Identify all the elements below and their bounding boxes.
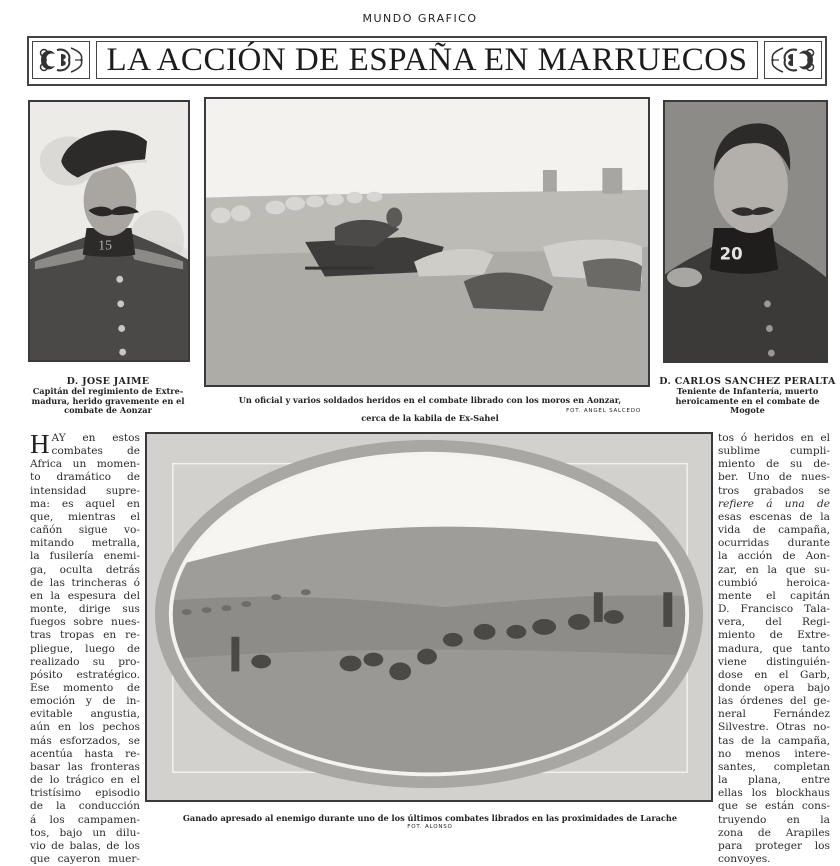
text-line: monte, dirige sus — [30, 603, 140, 616]
text-line: realizado su pro- — [30, 655, 140, 668]
text-line: AY en estos — [51, 432, 140, 444]
text-line: viene distinguién- — [718, 655, 830, 668]
caption-wounded-soldiers — [205, 396, 655, 425]
svg-text:20: 20 — [719, 244, 743, 264]
text-line: Africa un momen- — [30, 458, 140, 471]
text-line: zar, en la que su- — [718, 563, 830, 576]
text-line: no menos intere- — [718, 747, 830, 760]
text-line: ma: es aquel en — [30, 497, 140, 510]
text-line: la plana, entre — [718, 774, 830, 787]
text-line: la fusilería enemi- — [30, 550, 140, 563]
photo-wounded-soldiers — [204, 97, 650, 387]
text-line: tros grabados se — [718, 484, 830, 497]
floral-ornament-icon — [32, 41, 90, 79]
caption-captured-cattle — [140, 814, 720, 830]
headline-box — [96, 41, 758, 79]
text-line: ga, oculta detrás — [30, 563, 140, 576]
portrait-jose-jaime — [28, 100, 190, 362]
caption-jose-jaime — [18, 376, 198, 416]
text-line: vida de campaña, — [718, 524, 830, 537]
text-line: en la espesura del — [30, 589, 140, 602]
text-line: emoción y de in- — [30, 695, 140, 708]
text-line: mitando metralla, — [30, 537, 140, 550]
text-line: vera, del Regi- — [718, 616, 830, 629]
text-line: sublime cumpli- — [718, 445, 830, 458]
text-line: cumbió heroica- — [718, 576, 830, 589]
caption-line: Ganado apresado al enemigo durante uno de los últimos combates librados en las proximidades de Larache — [182, 813, 678, 823]
svg-text:15: 15 — [98, 237, 112, 253]
photo-credit: FOT. ALONSO — [407, 823, 453, 830]
text-line: basar las fronteras — [30, 760, 140, 773]
text-line: truyendo en la — [718, 813, 830, 826]
caption-line: Un oficial y varios soldados heridos en el combate librado con los moros en Aonzar, — [238, 395, 622, 405]
text-line: santes, completan — [718, 760, 830, 773]
text-line: tos, bajo un dilu- — [30, 826, 140, 839]
text-line: que se están cons- — [718, 800, 830, 813]
text-line: de lo trágico en el — [30, 774, 140, 787]
text-line: dose en el Garb, — [718, 668, 830, 681]
text-line: donde opera bajo — [718, 681, 830, 694]
text-line: aún en los pechos — [30, 721, 140, 734]
photo-captured-cattle — [145, 432, 713, 802]
text-line: pliegue, luego de — [30, 642, 140, 655]
text-line: convoyes. — [718, 853, 771, 865]
text-line: miento de Extre- — [718, 629, 830, 642]
text-line: la acción de Aon- — [718, 550, 830, 563]
text-line: vio de balas, de los — [30, 839, 140, 852]
text-line: pósito estratégico. — [30, 668, 140, 681]
text-line: tras tropas en re- — [30, 629, 140, 642]
text-line: fuegos sobre nues- — [30, 616, 140, 629]
text-line: madura, que tanto — [718, 642, 830, 655]
text-line: intensidad supre- — [30, 484, 140, 497]
text-line: evitable angustia, — [30, 708, 140, 721]
text-line: cañón sigue vo- — [30, 524, 140, 537]
text-line: D. Francisco Tala- — [718, 603, 830, 616]
text-line: miento de su de- — [718, 458, 830, 471]
drop-cap: H — [30, 429, 50, 459]
caption-description-line: Teniente de Infantería, muerto — [676, 386, 819, 396]
text-line: ellas los blockhaus — [718, 787, 830, 800]
text-line: Ese momento de — [30, 681, 140, 694]
text-line: de la conducción — [30, 800, 140, 813]
caption-description-line: Capitán del regimiento de Extre- — [32, 386, 184, 396]
text-line: refiere á una de — [718, 497, 830, 510]
floral-ornament-icon — [764, 41, 822, 79]
text-line: to dramático de — [30, 471, 140, 484]
text-line: tristísimo episodio — [30, 787, 140, 800]
text-line: que, mientras el — [30, 510, 140, 523]
text-line: para proteger los — [718, 839, 830, 852]
text-line: que cayeron muer- — [30, 853, 140, 865]
text-line: ocurridas durante — [718, 537, 830, 550]
article-column-right — [718, 432, 830, 866]
caption-name: D. JOSE JAIME — [66, 376, 150, 387]
text-line: más esforzados, se — [30, 734, 140, 747]
masthead: MUNDO GRAFICO — [362, 12, 478, 25]
caption-description-line: heroicamente en el combate de — [675, 395, 820, 406]
text-line: ber. Uno de nues- — [718, 471, 830, 484]
caption-name: D. CARLOS SANCHEZ PERALTA — [659, 376, 836, 387]
caption-description-line: combate de Aonzar — [64, 405, 152, 415]
text-line: las órdenes del ge- — [718, 695, 830, 708]
text-line: acentúa hasta re- — [30, 747, 140, 760]
text-line: combates de — [51, 445, 140, 458]
photo-credit: FOT. ANGEL SALCEDO — [566, 407, 641, 414]
text-line: mente el capitán — [718, 589, 830, 602]
portrait-carlos-sanchez-peralta — [663, 100, 828, 363]
headline-banner — [27, 36, 827, 86]
article-column-left — [30, 429, 140, 866]
text-line: Silvestre. Otras no- — [718, 721, 830, 734]
caption-description-line: Mogote — [730, 405, 765, 415]
text-line: de las trincheras ó — [30, 576, 140, 589]
text-line: neral Fernández — [718, 708, 830, 721]
text-line: zona de Arapiles — [718, 826, 830, 839]
text-line: á los campamen- — [30, 813, 140, 826]
caption-description-line: madura, herido gravemente en el — [31, 395, 185, 406]
text-line: tas de la campaña, — [718, 734, 830, 747]
headline-title: LA ACCIÓN DE ESPAÑA EN MARRUECOS — [106, 41, 748, 78]
caption-carlos-sanchez-peralta — [655, 376, 840, 416]
text-line: esas escenas de la — [718, 510, 830, 523]
caption-line: cerca de la kabila de Ex-Sahel — [361, 412, 499, 423]
text-line: tos ó heridos en el — [718, 432, 830, 444]
